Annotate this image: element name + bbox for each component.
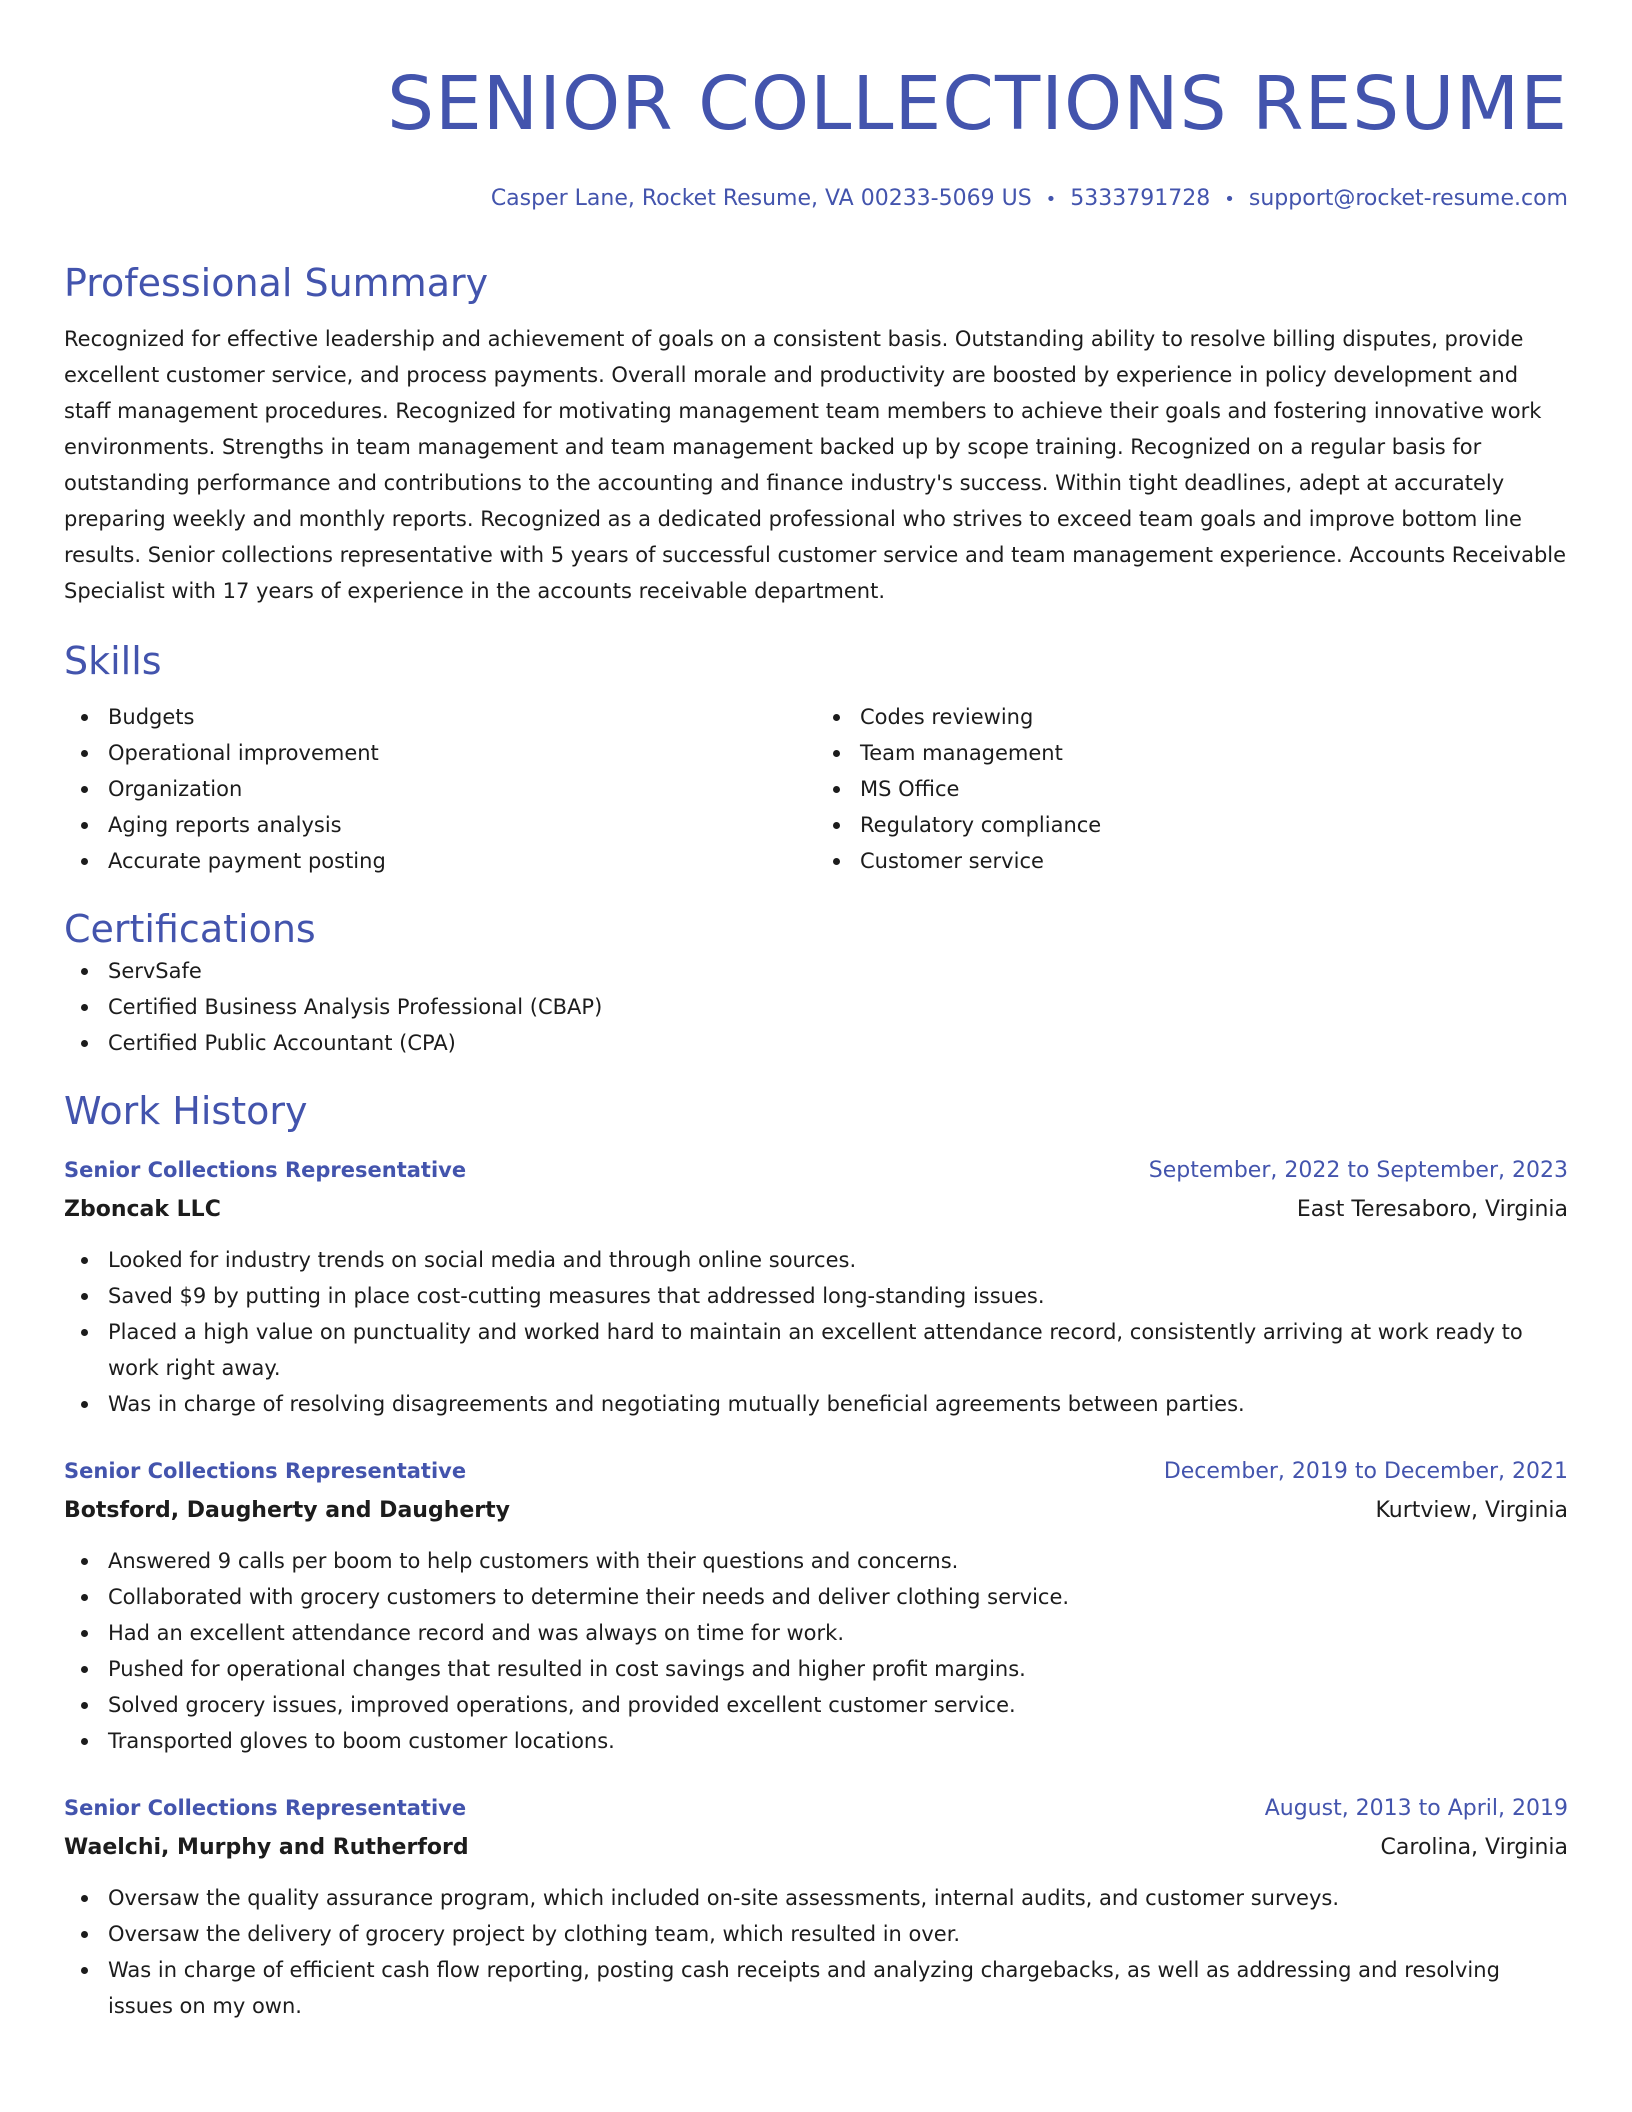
resume-title: SENIOR COLLECTIONS RESUME [387, 61, 1568, 147]
job-bullet: Transported gloves to boom customer locations. [108, 1723, 1568, 1759]
job-bullet: Answered 9 calls per boom to help customers with their questions and concerns. [108, 1543, 1568, 1579]
contact-phone: 5333791728 [1070, 186, 1211, 211]
job-company: Waelchi, Murphy and Rutherford [64, 1835, 469, 1860]
job-company: Zboncak LLC [64, 1197, 221, 1222]
job-bullet: Was in charge of resolving disagreements and negotiating mutually beneficial agreements between parties. [108, 1386, 1568, 1422]
job-location: Kurtview, Virginia [1375, 1498, 1568, 1523]
certifications-list [64, 953, 1568, 1061]
job-dates: December, 2019 to December, 2021 [1163, 1459, 1568, 1484]
job-entry [64, 1789, 1568, 2024]
job-bullet: Pushed for operational changes that resulted in cost savings and higher profit margins. [108, 1651, 1568, 1687]
skill-item: Accurate payment posting [108, 843, 816, 879]
job-company: Botsford, Daugherty and Daugherty [64, 1498, 510, 1523]
contact-line [64, 184, 1568, 215]
job-bullet: Looked for industry trends on social media and through online sources. [108, 1242, 1568, 1278]
job-bullets [64, 1543, 1568, 1759]
skill-item: Customer service [860, 843, 1568, 879]
certification-item: ServSafe [108, 953, 1568, 989]
contact-address: Casper Lane, Rocket Resume, VA 00233-5069 US [490, 186, 1032, 211]
skills-list-right [816, 699, 1568, 879]
skills-columns [64, 699, 1568, 879]
skill-item: Aging reports analysis [108, 807, 816, 843]
job-bullets [64, 1242, 1568, 1422]
contact-email: support@rocket-resume.com [1248, 186, 1568, 211]
skill-item: Organization [108, 771, 816, 807]
job-subheader [64, 1491, 1568, 1531]
section-title-work-history: Work History [64, 1089, 308, 1133]
job-subheader [64, 1828, 1568, 1868]
job-subheader [64, 1190, 1568, 1230]
certification-item: Certified Public Accountant (CPA) [108, 1025, 1568, 1061]
job-bullet: Saved $9 by putting in place cost-cutting measures that addressed long-standing issues. [108, 1278, 1568, 1314]
job-header [64, 1151, 1568, 1190]
summary-text: Recognized for effective leadership and achievement of goals on a consistent basis. Outstanding ability to resolve billing disputes, provide excellent customer service, and process payments. Overall morale and productivity are boosted by experience in policy development and staff management procedures. Recognized for motivating management team members to achieve their goals and fostering innovative work environments. Strengths in team management and team management backed up by scope training. Recognized on a regular basis for outstanding performance and contributions to the accounting and finance industry's success. Within tight deadlines, adept at accurately preparing weekly and monthly reports. Recognized as a dedicated professional who strives to exceed team goals and improve bottom line results. Senior collections representative with 5 years of successful customer service and team management experience. Accounts Receivable Specialist with 17 years of experience in the accounts receivable department. [64, 327, 1567, 603]
job-header [64, 1452, 1568, 1491]
contact-separator: • [1045, 189, 1057, 210]
job-dates: August, 2013 to April, 2019 [1264, 1796, 1568, 1821]
job-location: Carolina, Virginia [1380, 1835, 1568, 1860]
job-header [64, 1789, 1568, 1828]
job-entry [64, 1151, 1568, 1422]
skill-item: Regulatory compliance [860, 807, 1568, 843]
job-bullet: Had an excellent attendance record and was always on time for work. [108, 1615, 1568, 1651]
skill-item: Team management [860, 735, 1568, 771]
job-bullets [64, 1880, 1568, 2024]
job-location: East Teresaboro, Virginia [1296, 1197, 1568, 1222]
job-title: Senior Collections Representative [64, 1158, 467, 1182]
job-bullet: Was in charge of efficient cash flow reporting, posting cash receipts and analyzing chargebacks, as well as addressing and resolving issues on my own. [108, 1952, 1568, 2024]
job-bullet: Solved grocery issues, improved operations, and provided excellent customer service. [108, 1687, 1568, 1723]
job-title: Senior Collections Representative [64, 1459, 467, 1483]
skills-list-left [64, 699, 816, 879]
skill-item: Budgets [108, 699, 816, 735]
job-bullet: Placed a high value on punctuality and worked hard to maintain an excellent attendance record, consistently arriving at work ready to work right away. [108, 1314, 1568, 1386]
certification-item: Certified Business Analysis Professional (CBAP) [108, 989, 1568, 1025]
skill-item: Codes reviewing [860, 699, 1568, 735]
job-bullet: Collaborated with grocery customers to determine their needs and deliver clothing service. [108, 1579, 1568, 1615]
skill-item: MS Office [860, 771, 1568, 807]
job-title: Senior Collections Representative [64, 1796, 467, 1820]
resume-page [64, 0, 1568, 2024]
skill-item: Operational improvement [108, 735, 816, 771]
section-title-skills: Skills [64, 639, 162, 683]
section-title-summary: Professional Summary [64, 261, 489, 305]
job-bullet: Oversaw the quality assurance program, which included on-site assessments, internal audits, and customer surveys. [108, 1880, 1568, 1916]
job-entry [64, 1452, 1568, 1759]
job-dates: September, 2022 to September, 2023 [1148, 1158, 1568, 1183]
contact-separator: • [1224, 189, 1235, 210]
section-title-certifications: Certifications [64, 907, 316, 951]
job-bullet: Oversaw the delivery of grocery project by clothing team, which resulted in over. [108, 1916, 1568, 1952]
